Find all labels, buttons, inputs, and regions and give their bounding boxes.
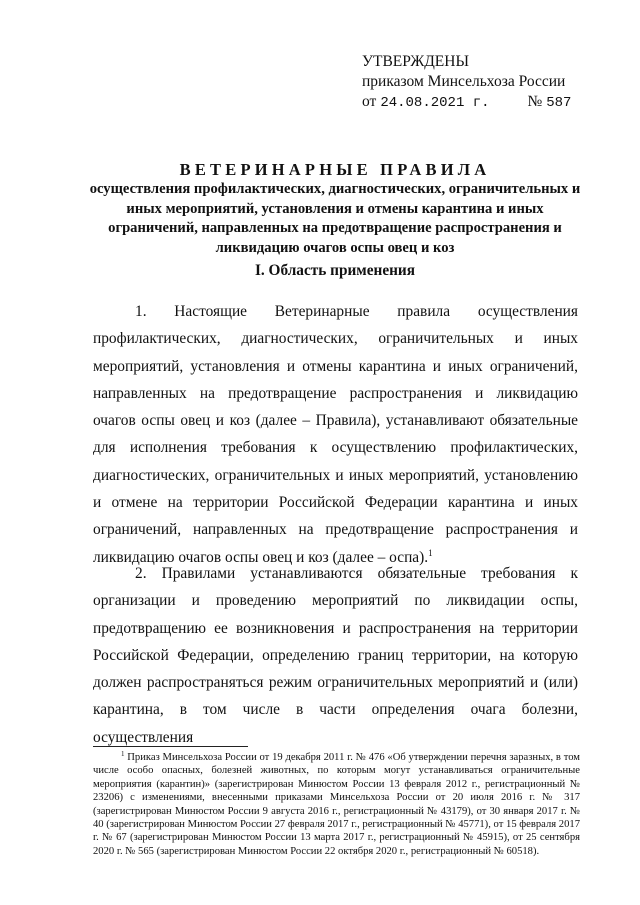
paragraph-2-block	[93, 560, 578, 751]
footnote-marker: 1	[121, 750, 125, 758]
order-date: 24.08.2021 г.	[380, 95, 490, 111]
footnote	[93, 751, 580, 858]
footnote-ref: 1	[428, 547, 433, 558]
approval-issuer: приказом Минсельхоза России	[362, 73, 566, 90]
footnote-text: Приказ Минсельхоза России от 19 декабря 2011 г. № 476 «Об утверждении перечня заразных, в том числе особо опасных, болезней животных, по которым могут устанавливаться ограничительные мероприятия (карантин)» (зарегистрирован Минюстом России 13 февраля 2012 г., регистрационный № 23206) с изменениями, внесенными приказами Минсельхоза России от 20 июля 2016 г. № 317 (зарегистрирован Минюстом России 9 августа 2016 г., регистрационный № 43179), от 30 января 2017 г. № 40 (зарегистрирован Минюстом России 27 февраля 2017 г., регистрационный № 45771), от 15 февраля 2017 г. № 67 (зарегистрирован Минюстом России 13 марта 2017 г., регистрационный № 45915), от 25 сентября 2020 г. № 565 (зарегистрирован Минюстом России 22 октября 2020 г., регистрационный № 60518).	[93, 752, 580, 857]
title-subtitle: осуществления профилактических, диагностических, ограничительных и иных мероприятий, установления и отмены карантина и иных ограничений, направленных на предотвращение распространения и ликвидацию очагов оспы овец и коз	[89, 181, 581, 256]
title-main: ВЕТЕРИНАРНЫЕ ПРАВИЛА	[179, 160, 491, 179]
section-heading: I. Область применения	[254, 262, 416, 279]
approval-status: УТВЕРЖДЕНЫ	[362, 53, 469, 70]
order-number: 587	[546, 95, 572, 111]
footnote-divider	[93, 746, 248, 747]
paragraph-1-text: 1. Настоящие Ветеринарные правила осуществления профилактических, диагностических, ограничительных и иных мероприятий, установления и отмены карантина и иных ограничений, направленных на предотвращение распространения и ликвидацию очагов оспы овец и коз (далее – Правила), устанавливают обязательные для исполнения требования к осуществлению профилактических, диагностических, ограничительных и иных мероприятий, установлению и отмене на территории Российской Федерации карантина и иных ограничений, направленных на предотвращение распространения и ликвидацию очагов оспы овец и коз (далее – оспа).	[93, 303, 578, 566]
paragraph-2: 2. Правилами устанавливаются обязательные требования к организации и проведению мероприятий по ликвидации оспы, предотвращению ее возникновения и распространения на территории Российской Федерации, определению границ территории, на которую должен распространяться режим ограничительных мероприятий и (или) карантина, в том числе в части определения очага болезни, осуществления	[93, 565, 578, 746]
paragraph-1-block	[93, 298, 578, 571]
number-label: №	[527, 93, 543, 110]
document-title	[88, 160, 582, 258]
approval-block	[362, 52, 571, 113]
approval-date-line	[362, 92, 571, 113]
date-prefix: от	[362, 93, 377, 110]
paragraph-1	[93, 298, 578, 571]
